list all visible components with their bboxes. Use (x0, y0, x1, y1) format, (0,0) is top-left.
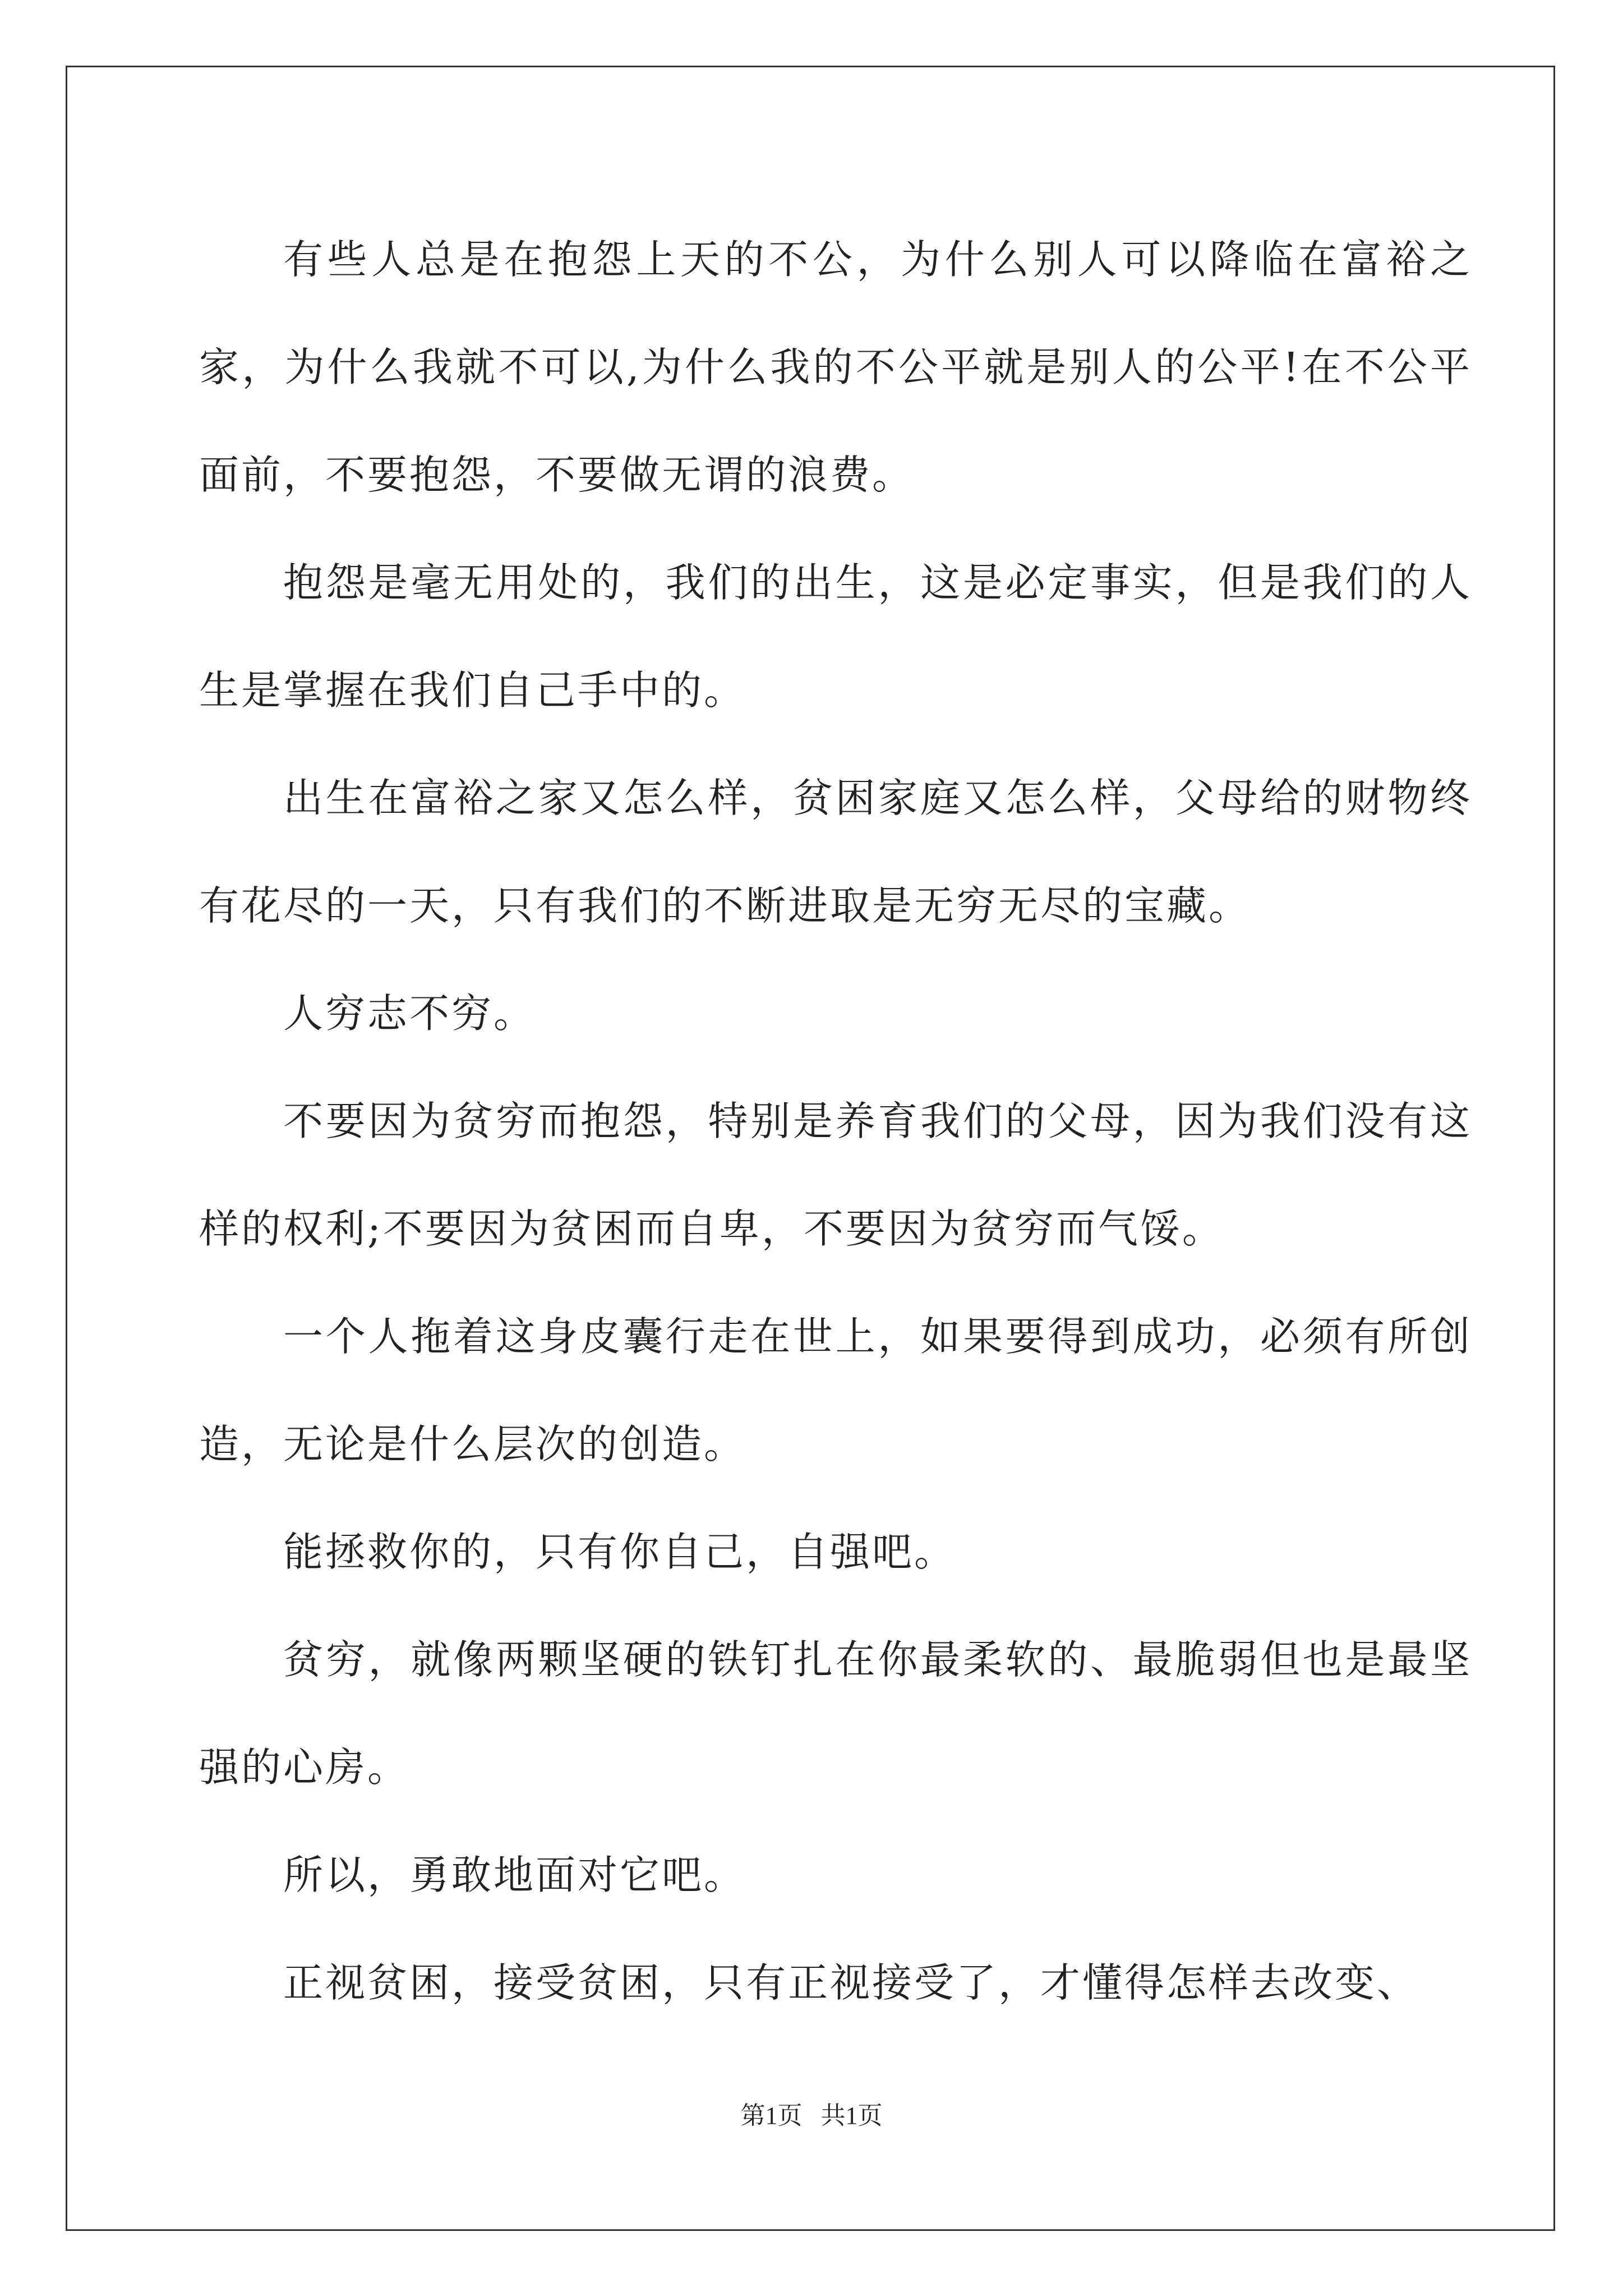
paragraph: 有些人总是在抱怨上天的不公，为什么别人可以降临在富裕之家，为什么我就不可以,为什么我的不公平就是别人的公平!在不公平面前，不要抱怨，不要做无谓的浪费。 (199, 236, 1472, 498)
page-number: 第1页 (740, 2102, 803, 2129)
paragraph: 能拯救你的，只有你自己，自强吧。 (283, 1529, 957, 1575)
paragraph: 抱怨是毫无用处的，我们的出生，这是必定事实，但是我们的人生是掌握在我们自己手中的。 (199, 559, 1472, 714)
paragraph: 出生在富裕之家又怎么样，贫困家庭又怎么样，父母给的财物终有花尽的一天，只有我们的不断进取是无穷无尽的宝藏。 (199, 775, 1472, 929)
footer-spacer (803, 2102, 821, 2129)
paragraph: 一个人拖着这身皮囊行走在世上，如果要得到成功，必须有所创造，无论是什么层次的创造。 (199, 1313, 1472, 1467)
paragraph: 贫穷，就像两颗坚硬的铁钉扎在你最柔软的、最脆弱但也是最坚强的心房。 (199, 1636, 1472, 1791)
page-footer (0, 2099, 1623, 2133)
paragraph: 所以，勇敢地面对它吧。 (283, 1852, 746, 1898)
document-body (199, 206, 1472, 2037)
paragraph: 人穷志不穷。 (283, 990, 536, 1037)
page-total: 共1页 (820, 2102, 883, 2129)
paragraph: 正视贫困，接受贫困，只有正视接受了，才懂得怎样去改变、 (283, 1959, 1419, 2006)
paragraph: 不要因为贫穷而抱怨，特别是养育我们的父母，因为我们没有这样的权利;不要因为贫困而自卑，不要因为贫穷而气馁。 (199, 1098, 1472, 1252)
